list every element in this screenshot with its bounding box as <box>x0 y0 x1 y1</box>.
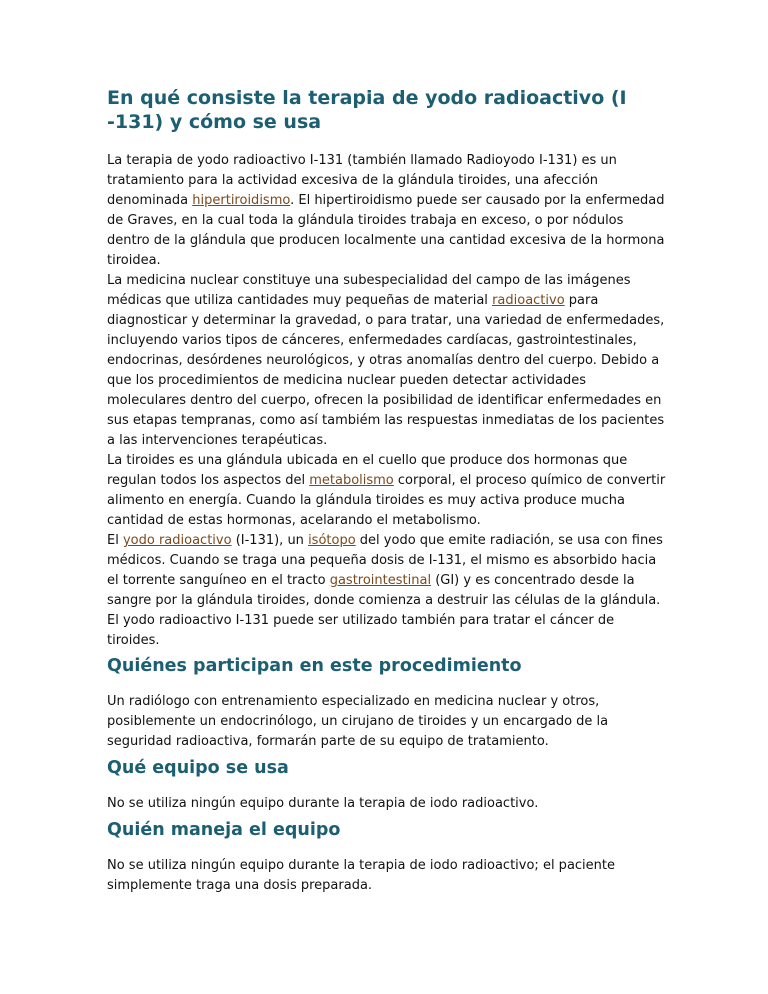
section-text: No se utiliza ningún equipo durante la terapia de iodo radioactivo; el paciente simplemente traga una dosis preparada. <box>107 858 615 893</box>
inline-link[interactable]: gastrointestinal <box>329 573 432 588</box>
text-run: La tiroides es una glándula ubicada en el cuello que produce dos hormonas que regulan todos los aspectos del <box>107 453 628 488</box>
page-title: En qué consiste la terapia de yodo radioactivo (I -131) y cómo se usa <box>107 87 627 133</box>
section-participants <box>107 655 667 752</box>
article-content <box>107 86 667 896</box>
text-run: del yodo que emite radiación, se usa con fines médicos. Cuando se traga una pequeña dosis de I-131, el mismo es absorbido hacia el torrente sanguíneo en el tracto <box>107 533 663 588</box>
text-run: El <box>107 533 123 548</box>
section-text: Un radiólogo con entrenamiento especializado en medicina nuclear y otros, posiblemente un endocrinólogo, un cirujano de tiroides y un encargado de la seguridad radioactiva, formarán parte de su equipo de tratamiento. <box>107 694 609 749</box>
text-run: La terapia de yodo radioactivo I-131 (también llamado Radioyodo I-131) es un tratamiento para la actividad excesiva de la glándula tiroides, una afección denominada <box>107 153 617 208</box>
intro-paragraph-1 <box>107 151 667 271</box>
text-run: (I-131), un <box>231 533 309 548</box>
text-run: (GI) y es concentrado desde la sangre por la glándula tiroides, donde comienza a destruir las células de la glándula. El yodo radioactivo I-131 puede ser utilizado también para tratar el cáncer de tiroides. <box>107 573 661 648</box>
text-run: . El hipertiroidismo puede ser causado por la enfermedad de Graves, en la cual toda la glándula tiroides trabaja en exceso, o por nódulos dentro de la glándula que producen localmente una cantidad excesiva de la hormona tiroidea. <box>107 193 665 268</box>
section-text: No se utiliza ningún equipo durante la terapia de iodo radioactivo. <box>107 796 539 811</box>
section-heading: Quiénes participan en este procedimiento <box>107 656 522 676</box>
intro-section <box>107 151 667 651</box>
intro-paragraph-3 <box>107 451 667 531</box>
intro-paragraph-4 <box>107 531 667 651</box>
inline-link[interactable]: isótopo <box>308 533 356 548</box>
text-run: para diagnosticar y determinar la gravedad, o para tratar, una variedad de enfermedades, incluyendo varios tipos de cánceres, enfermedades cardíacas, gastrointestinales, endocrinas, desórdenes neurológicos, y otras anomalías dentro del cuerpo. Debido a que los procedimientos de medicina nuclear pueden detectar actividades moleculares dentro del cuerpo, ofrecen la posibilidad de identificar enfermedades en sus etapas tempranas, como así tambiém las respuestas inmediatas de los pacientes a las intervenciones terapéuticas. <box>107 293 665 448</box>
inline-link[interactable]: yodo radioactivo <box>122 533 232 548</box>
section-heading: Qué equipo se usa <box>107 758 289 778</box>
text-run: La medicina nuclear constituye una subespecialidad del campo de las imágenes médicas que utiliza cantidades muy pequeñas de material <box>107 273 631 308</box>
section-operator <box>107 819 667 896</box>
inline-link[interactable]: metabolismo <box>309 473 394 488</box>
inline-link[interactable]: radioactivo <box>492 293 565 308</box>
section-heading: Quién maneja el equipo <box>107 820 341 840</box>
section-equipment <box>107 757 667 814</box>
inline-link[interactable]: hipertiroidismo <box>192 193 291 208</box>
text-run: corporal, el proceso químico de convertir alimento en energía. Cuando la glándula tiroides es muy activa produce mucha cantidad de estas hormonas, acelarando el metabolismo. <box>107 473 666 528</box>
intro-paragraph-2 <box>107 271 667 451</box>
